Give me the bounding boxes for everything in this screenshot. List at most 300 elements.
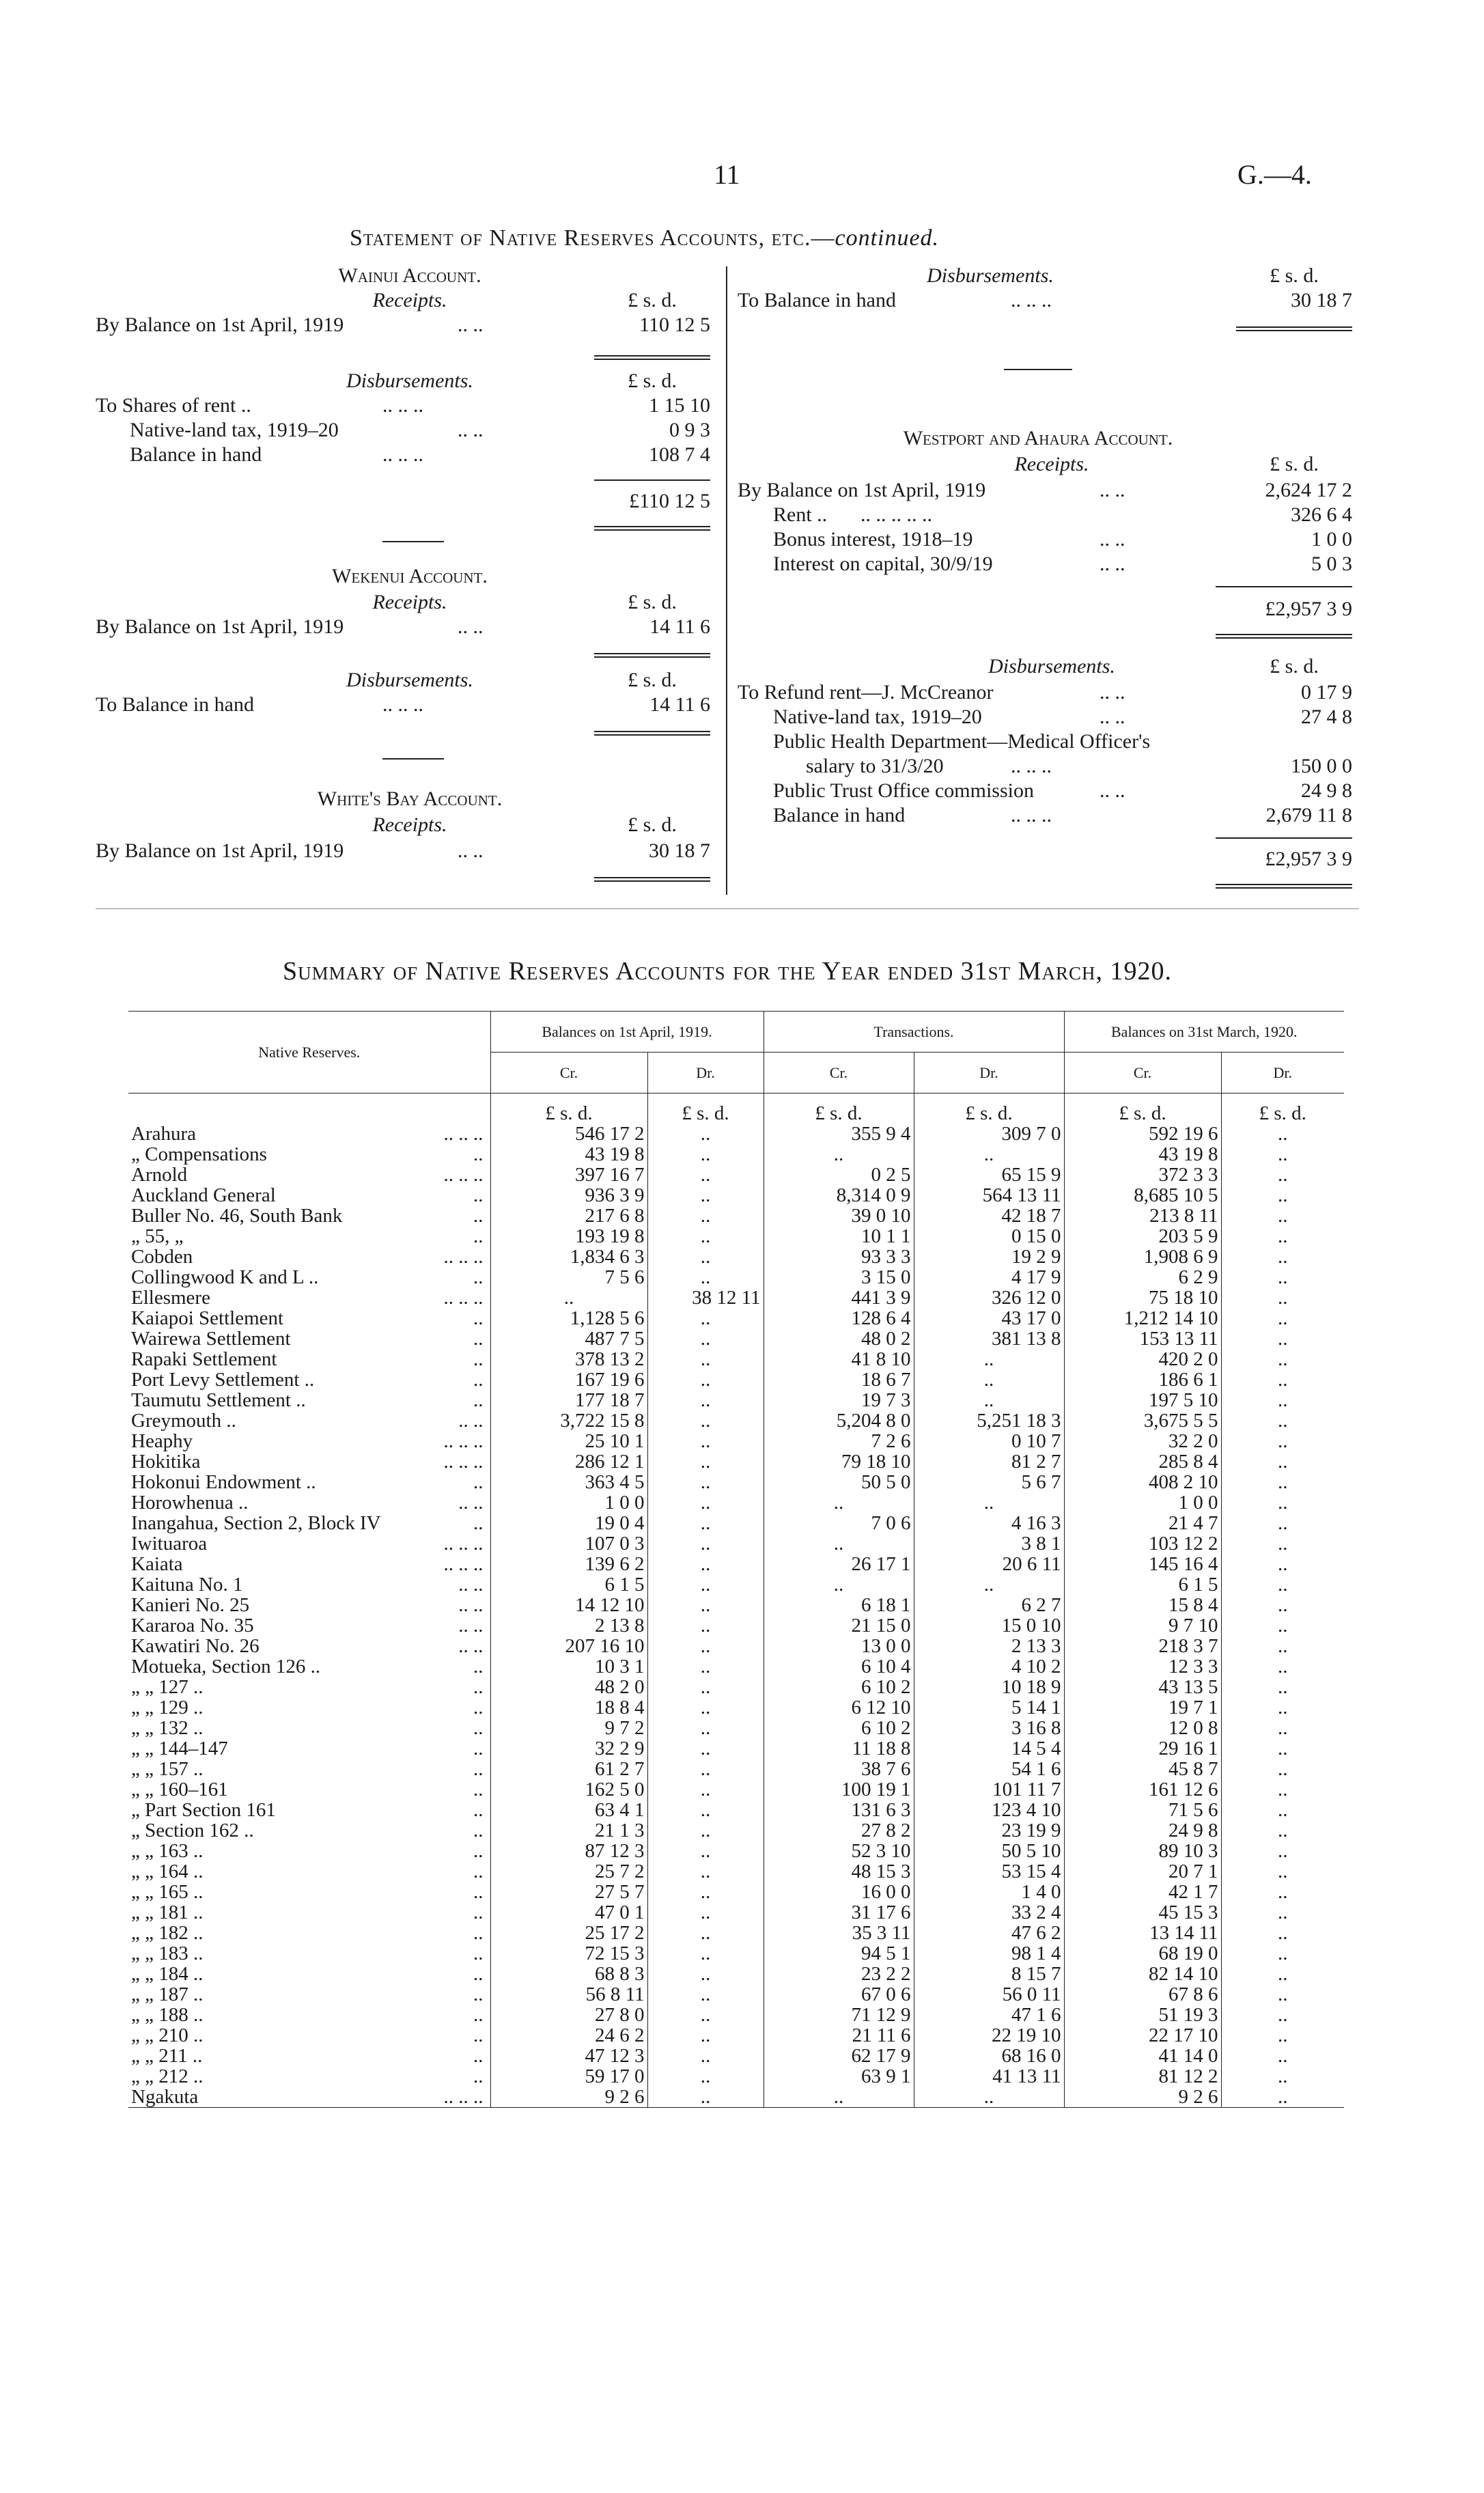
table-row (128, 1718, 1344, 1738)
reserve-name: Collingwood K and L .. (131, 1266, 319, 1288)
amount-c2: 6 10 4 (764, 1656, 914, 1677)
reserve-dots: .. (473, 1779, 484, 1800)
amount-d1: .. (647, 1410, 764, 1431)
amount-d3: .. (1278, 1246, 1288, 1268)
amount-d1: .. (647, 1431, 764, 1451)
reserve-dots: .. (473, 2065, 484, 2087)
table-row (128, 1656, 1344, 1677)
reserve-name-cell (128, 1267, 490, 1287)
amount-c3: 285 8 4 (1064, 1451, 1221, 1472)
westport-disb-dots-4: .. .. (1100, 779, 1125, 802)
amount-c2: .. (764, 1533, 914, 1554)
amount-c2: 7 2 6 (764, 1431, 914, 1451)
westport-disb-dots-3: .. .. .. (1011, 755, 1052, 777)
amount-d3: .. (1278, 1389, 1288, 1411)
amount-d1: .. (647, 1943, 764, 1964)
reserve-dots: .. (473, 1840, 484, 1862)
wainui-disb-label-2: Balance in hand (130, 443, 262, 466)
amount-c1: 162 5 0 (490, 1779, 647, 1800)
amount-d3: .. (1278, 1430, 1288, 1452)
amount-d3: .. (1278, 1656, 1288, 1677)
page-number: 11 (714, 159, 740, 190)
wainui-subtotal-rule (594, 479, 710, 481)
amount-c2: 63 9 1 (764, 2066, 914, 2087)
amount-d3: .. (1278, 1738, 1288, 1759)
reserve-dots: .. (473, 1471, 484, 1493)
header-dr-3: Dr. (1221, 1053, 1344, 1094)
reserve-name: „ „ 183 .. (131, 1942, 204, 1964)
westport-disb-dots-0: .. .. (1100, 681, 1125, 704)
amount-c1: 207 16 10 (490, 1636, 647, 1656)
amount-c2: 41 8 10 (764, 1349, 914, 1369)
westport-disb-currency: £ s. d. (1270, 655, 1319, 678)
amount-d3: .. (1278, 1553, 1288, 1575)
reserve-dots: .. (473, 1738, 484, 1759)
reserve-dots: .. .. .. (443, 1123, 484, 1145)
amount-d3: .. (1278, 1922, 1288, 1944)
reserve-name: Buller No. 46, South Bank (131, 1205, 343, 1227)
amount-c2: 21 15 0 (764, 1615, 914, 1636)
amount-d3: .. (1278, 1983, 1288, 2005)
amount-d2: 81 2 7 (914, 1451, 1064, 1472)
amount-c2: 131 6 3 (764, 1800, 914, 1820)
westport-receipt-label-0: By Balance on 1st April, 1919 (738, 479, 986, 501)
reserve-dots: .. (473, 1942, 484, 1964)
amount-d1: .. (647, 1615, 764, 1636)
westport-disb-dots-5: .. .. .. (1011, 804, 1052, 826)
amount-c1: 378 13 2 (490, 1349, 647, 1369)
table-row (128, 1636, 1344, 1656)
header-cr-3: Cr. (1064, 1053, 1221, 1094)
header-cr-1: Cr. (490, 1053, 647, 1094)
reserve-name: Kawatiri No. 26 (131, 1635, 260, 1657)
reserve-name-cell (128, 1779, 490, 1800)
amount-d3: .. (1278, 1635, 1288, 1657)
amount-d3: .. (1278, 2065, 1288, 2087)
westport-subtotal-rule (1216, 586, 1352, 587)
amount-c2: 13 0 0 (764, 1636, 914, 1656)
amount-d2: 326 12 0 (914, 1287, 1064, 1308)
amount-d3: .. (1278, 1451, 1288, 1473)
westport-receipt-amount-2: 1 0 0 (1311, 528, 1352, 551)
reserve-name: „ Part Section 161 (131, 1799, 276, 1821)
page-divider (96, 908, 1359, 909)
reserve-name-cell (128, 1533, 490, 1554)
westport-disb-label-1: Native-land tax, 1919–20 (773, 706, 982, 728)
amount-d1: .. (647, 1820, 764, 1841)
reserve-dots: .. .. .. (443, 1451, 484, 1473)
reserve-dots: .. (473, 1799, 484, 1821)
reserve-name-cell (128, 1943, 490, 1964)
reserve-name-cell (128, 1513, 490, 1533)
table-row (128, 1349, 1344, 1369)
table-row (128, 2005, 1344, 2025)
table-row (128, 1984, 1344, 2005)
wainui-right-rule (1236, 326, 1352, 331)
reserve-name-cell (128, 1841, 490, 1861)
wekenui-receipt-dots: .. .. (458, 615, 484, 638)
amount-c1: 47 0 1 (490, 1902, 647, 1923)
amount-c2: 23 2 2 (764, 1964, 914, 1984)
amount-d2: 8 15 7 (914, 1964, 1064, 1984)
header-dr-2: Dr. (914, 1053, 1064, 1094)
currency-row (128, 1094, 1344, 1124)
amount-c3: 186 6 1 (1064, 1369, 1221, 1390)
amount-c3: 51 19 3 (1064, 2005, 1221, 2025)
wainui-right-disb-label: Disbursements. (927, 264, 1054, 287)
amount-d3: .. (1278, 1410, 1288, 1432)
amount-d2: 42 18 7 (914, 1206, 1064, 1226)
amount-d2: 43 17 0 (914, 1308, 1064, 1328)
amount-c3: 71 5 6 (1064, 1800, 1221, 1820)
amount-c2: 8,314 0 9 (764, 1185, 914, 1206)
amount-c3: 67 8 6 (1064, 1984, 1221, 2005)
reserve-name: Auckland General (131, 1184, 276, 1206)
amount-c2: 67 0 6 (764, 1984, 914, 2005)
amount-c2: 11 18 8 (764, 1738, 914, 1759)
amount-c2: 38 7 6 (764, 1759, 914, 1779)
westport-receipt-amount-0: 2,624 17 2 (1265, 479, 1352, 501)
reserve-name-cell (128, 1349, 490, 1369)
wainui-total: £110 12 5 (629, 490, 710, 512)
amount-d3: .. (1278, 1184, 1288, 1206)
amount-d1: .. (647, 1226, 764, 1246)
amount-d1: .. (647, 1574, 764, 1595)
westport-receipt-label-2: Bonus interest, 1918–19 (773, 528, 973, 551)
amount-c2: 39 0 10 (764, 1206, 914, 1226)
amount-c1: 7 5 6 (490, 1267, 647, 1287)
table-row (128, 1677, 1344, 1697)
table-row (128, 1267, 1344, 1287)
amount-c2: 355 9 4 (764, 1124, 914, 1144)
reserve-name-cell (128, 2066, 490, 2087)
table-row (128, 1841, 1344, 1861)
amount-c3: 420 2 0 (1064, 1349, 1221, 1369)
amount-c1: 487 7 5 (490, 1328, 647, 1349)
currency-cell: £ s. d. (647, 1094, 764, 1124)
westport-disb-subtotal-rule (1216, 837, 1352, 839)
amount-c3: 12 3 3 (1064, 1656, 1221, 1677)
currency-cell: £ s. d. (1259, 1102, 1306, 1124)
westport-disb-label-5: Balance in hand (773, 804, 906, 826)
amount-c3: 19 7 1 (1064, 1697, 1221, 1718)
amount-c3: 203 5 9 (1064, 1226, 1221, 1246)
amount-d2: 54 1 6 (914, 1759, 1064, 1779)
amount-c2: .. (764, 1492, 914, 1513)
amount-c2: 441 3 9 (764, 1287, 914, 1308)
amount-c1: 10 3 1 (490, 1656, 647, 1677)
reserve-name-cell (128, 1410, 490, 1431)
reserve-name-cell (128, 1369, 490, 1390)
amount-c3: 42 1 7 (1064, 1882, 1221, 1902)
amount-d2: 10 18 9 (914, 1677, 1064, 1697)
amount-c3: 213 8 11 (1064, 1206, 1221, 1226)
amount-d2: .. (914, 2087, 1064, 2108)
whites-bay-receipt-amount: 30 18 7 (649, 839, 710, 862)
amount-d2: 14 5 4 (914, 1738, 1064, 1759)
reserve-name-cell (128, 1800, 490, 1820)
reserve-name: „ Compensations (131, 1143, 267, 1165)
table-row (128, 1964, 1344, 1984)
amount-c3: 41 14 0 (1064, 2046, 1221, 2066)
amount-c3: 20 7 1 (1064, 1861, 1221, 1882)
amount-d3: .. (1278, 1840, 1288, 1862)
reserve-dots: .. (473, 1758, 484, 1780)
amount-d1: 38 12 11 (647, 1287, 764, 1308)
amount-c1: 167 19 6 (490, 1369, 647, 1390)
amount-c1: 14 12 10 (490, 1595, 647, 1615)
amount-d2: 5 6 7 (914, 1472, 1064, 1492)
amount-d2: 20 6 11 (914, 1554, 1064, 1574)
amount-c1: 363 4 5 (490, 1472, 647, 1492)
whites-bay-receipt-rule (594, 877, 710, 882)
amount-c1: 18 8 4 (490, 1697, 647, 1718)
amount-d2: 4 17 9 (914, 1267, 1064, 1287)
westport-receipt-dots-1: .. .. .. .. .. (860, 503, 932, 526)
reserve-dots: .. .. (458, 1615, 484, 1637)
amount-c3: 6 1 5 (1064, 1574, 1221, 1595)
amount-c1: 177 18 7 (490, 1390, 647, 1410)
amount-c3: 21 4 7 (1064, 1513, 1221, 1533)
amount-c1: 2 13 8 (490, 1615, 647, 1636)
reserve-name-cell (128, 1554, 490, 1574)
table-row (128, 1697, 1344, 1718)
wainui-right-currency: £ s. d. (1270, 264, 1319, 287)
table-row (128, 1595, 1344, 1615)
amount-c2: 6 10 2 (764, 1677, 914, 1697)
wainui-disb-amount-0: 1 15 10 (649, 394, 710, 417)
amount-c3: 45 15 3 (1064, 1902, 1221, 1923)
header-reserves: Native Reserves. (128, 1012, 490, 1094)
amount-d1: .. (647, 1165, 764, 1185)
reserve-dots: .. (473, 1717, 484, 1739)
reserve-dots: .. .. (458, 1594, 484, 1616)
amount-c1: 107 0 3 (490, 1533, 647, 1554)
amount-d1: .. (647, 1206, 764, 1226)
reserve-name: „ „ 144–147 (131, 1738, 228, 1759)
amount-d2: 98 1 4 (914, 1943, 1064, 1964)
wainui-receipt-amount: 110 12 5 (639, 314, 710, 336)
amount-d3: .. (1278, 1574, 1288, 1596)
westport-receipt-label-3: Interest on capital, 30/9/19 (773, 553, 993, 575)
amount-d1: .. (647, 1144, 764, 1165)
reserve-name-cell (128, 1636, 490, 1656)
table-row (128, 1574, 1344, 1595)
amount-d1: .. (647, 1636, 764, 1656)
reserve-dots: .. (473, 1205, 484, 1227)
amount-c2: 48 15 3 (764, 1861, 914, 1882)
table-row (128, 1554, 1344, 1574)
table-row (128, 1226, 1344, 1246)
amount-d2: 23 19 9 (914, 1820, 1064, 1841)
wainui-disb-currency: £ s. d. (628, 370, 677, 392)
currency-cell: £ s. d. (1064, 1094, 1221, 1124)
amount-d2: 309 7 0 (914, 1124, 1064, 1144)
statement-title-cont: continued. (835, 225, 940, 251)
amount-d1: .. (647, 2005, 764, 2025)
amount-c1: 25 17 2 (490, 1923, 647, 1943)
amount-c3: 12 0 8 (1064, 1718, 1221, 1738)
whites-bay-title: White's Bay Account. (317, 788, 503, 810)
reserve-dots: .. (473, 1225, 484, 1247)
amount-c2: 10 1 1 (764, 1226, 914, 1246)
amount-c2: 71 12 9 (764, 2005, 914, 2025)
amount-d2: 2 13 3 (914, 1636, 1064, 1656)
amount-d3: .. (1278, 1266, 1288, 1288)
amount-d3: .. (1278, 2045, 1288, 2067)
amount-d1: .. (647, 1677, 764, 1697)
westport-title: Westport and Ahaura Account. (903, 427, 1173, 449)
amount-c3: 161 12 6 (1064, 1779, 1221, 1800)
header-bal-1920: Balances on 31st March, 1920. (1064, 1012, 1344, 1053)
amount-d1: .. (647, 1492, 764, 1513)
currency-row-spacer (128, 1094, 490, 1124)
reserve-dots: .. .. .. (443, 1246, 484, 1268)
amount-d1: .. (647, 1800, 764, 1820)
amount-c1: 25 7 2 (490, 1861, 647, 1882)
section-separator-3 (1004, 369, 1072, 370)
amount-d3: .. (1278, 1861, 1288, 1882)
amount-c1: 48 2 0 (490, 1677, 647, 1697)
statement-title-caps: Statement of Native Reserves Accounts, etc.— (350, 225, 835, 251)
page-reference: G.—4. (1237, 159, 1312, 190)
amount-d1: .. (647, 2066, 764, 2087)
amount-c3: 75 18 10 (1064, 1287, 1221, 1308)
reserve-name: „ „ 127 .. (131, 1676, 204, 1698)
amount-d2: 0 15 0 (914, 1226, 1064, 1246)
reserve-dots: .. .. .. (443, 1553, 484, 1575)
amount-d2: 41 13 11 (914, 2066, 1064, 2087)
westport-disb-amount-0: 0 17 9 (1301, 681, 1352, 704)
amount-d2: 6 2 7 (914, 1595, 1064, 1615)
amount-d1: .. (647, 2025, 764, 2046)
reserve-name: „ „ 188 .. (131, 2004, 204, 2026)
wekenui-receipts-label: Receipts. (372, 591, 447, 613)
amount-d2: .. (914, 1369, 1064, 1390)
westport-disb-label-0: To Refund rent—J. McCreanor (738, 681, 994, 704)
westport-disb-amount-4: 24 9 8 (1301, 779, 1352, 802)
westport-disb-label-4: Public Trust Office commission (773, 779, 1034, 802)
amount-c3: 145 16 4 (1064, 1554, 1221, 1574)
column-divider (726, 266, 727, 895)
amount-d1: .. (647, 1595, 764, 1615)
amount-d2: .. (914, 1144, 1064, 1165)
reserve-dots: .. (473, 1266, 484, 1288)
amount-d3: .. (1278, 1779, 1288, 1800)
wainui-disb-dots-1: .. .. (458, 419, 484, 441)
amount-c2: 26 17 1 (764, 1554, 914, 1574)
reserve-name: „ „ 181 .. (131, 1902, 204, 1923)
amount-d3: .. (1278, 1471, 1288, 1493)
wainui-disb-dots-2: .. .. .. (382, 443, 423, 466)
amount-c1: 43 19 8 (490, 1144, 647, 1165)
reserve-dots: .. (473, 1697, 484, 1718)
amount-c2: 35 3 11 (764, 1923, 914, 1943)
section-separator (382, 541, 444, 542)
amount-c1: 3,722 15 8 (490, 1410, 647, 1431)
amount-d2: 68 16 0 (914, 2046, 1064, 2066)
reserve-name-cell (128, 1718, 490, 1738)
amount-c1: 546 17 2 (490, 1124, 647, 1144)
amount-d3: .. (1278, 1676, 1288, 1698)
reserve-name-cell (128, 1165, 490, 1185)
reserve-dots: .. (473, 1512, 484, 1534)
reserve-dots: .. (473, 1983, 484, 2005)
reserve-name-cell (128, 1923, 490, 1943)
reserve-name-cell (128, 1677, 490, 1697)
reserve-dots: .. .. .. (443, 1430, 484, 1452)
reserve-dots: .. (473, 1902, 484, 1923)
wainui-right-line-amount: 30 18 7 (1291, 289, 1352, 311)
amount-c3: 43 13 5 (1064, 1677, 1221, 1697)
amount-c3: 82 14 10 (1064, 1964, 1221, 1984)
reserve-name-cell (128, 1820, 490, 1841)
reserve-name: Hokonui Endowment .. (131, 1471, 316, 1493)
amount-d2: 564 13 11 (914, 1185, 1064, 1206)
reserve-name-cell (128, 1882, 490, 1902)
table-row (128, 1943, 1344, 1964)
amount-d2: 5,251 18 3 (914, 1410, 1064, 1431)
reserve-name: „ „ 132 .. (131, 1717, 204, 1739)
reserve-name: „ „ 212 .. (131, 2065, 204, 2087)
reserve-name: Wairewa Settlement (131, 1328, 291, 1350)
amount-d3: .. (1278, 2004, 1288, 2026)
wekenui-disb-amount: 14 11 6 (649, 693, 710, 716)
amount-c3: 197 5 10 (1064, 1390, 1221, 1410)
reserve-name: Motueka, Section 126 .. (131, 1656, 321, 1677)
amount-d3: .. (1278, 2024, 1288, 2046)
amount-d2: 4 10 2 (914, 1656, 1064, 1677)
amount-d2: 53 15 4 (914, 1861, 1064, 1882)
wainui-currency: £ s. d. (628, 289, 677, 311)
wekenui-disb-rule (594, 731, 710, 736)
amount-d3: .. (1278, 1697, 1288, 1718)
amount-c2: .. (764, 1574, 914, 1595)
reserve-name: Hokitika (131, 1451, 201, 1473)
amount-d3: .. (1278, 1881, 1288, 1903)
reserve-dots: .. (473, 1184, 484, 1206)
amount-c1: 6 1 5 (490, 1574, 647, 1595)
amount-c2: 6 18 1 (764, 1595, 914, 1615)
reserve-dots: .. .. .. (443, 1164, 484, 1186)
header-transactions: Transactions. (764, 1012, 1064, 1053)
reserve-dots: .. (473, 1389, 484, 1411)
amount-c1: 1,128 5 6 (490, 1308, 647, 1328)
westport-receipt-amount-3: 5 0 3 (1311, 553, 1352, 575)
amount-d3: .. (1278, 1799, 1288, 1821)
reserve-name: „ „ 182 .. (131, 1922, 204, 1944)
amount-c1: 9 2 6 (490, 2087, 647, 2108)
amount-c1: 59 17 0 (490, 2066, 647, 2087)
amount-d2: .. (914, 1390, 1064, 1410)
wainui-right-line-dots: .. .. .. (1011, 289, 1052, 311)
amount-c2: 18 6 7 (764, 1369, 914, 1390)
wainui-title: Wainui Account. (338, 264, 481, 287)
reserve-dots: .. (473, 1656, 484, 1677)
whites-bay-receipts-label: Receipts. (372, 813, 447, 836)
reserve-dots: .. (473, 2045, 484, 2067)
table-row (128, 1513, 1344, 1533)
wekenui-receipt-rule (594, 653, 710, 658)
amount-c3: 153 13 11 (1064, 1328, 1221, 1349)
amount-c1: 193 19 8 (490, 1226, 647, 1246)
reserve-dots: .. .. .. (443, 2086, 484, 2108)
table-row (128, 2066, 1344, 2087)
reserve-name: Ngakuta (131, 2086, 199, 2108)
westport-disb-rule (1216, 884, 1352, 889)
amount-d3: .. (1278, 1143, 1288, 1165)
amount-c2: 0 2 5 (764, 1165, 914, 1185)
